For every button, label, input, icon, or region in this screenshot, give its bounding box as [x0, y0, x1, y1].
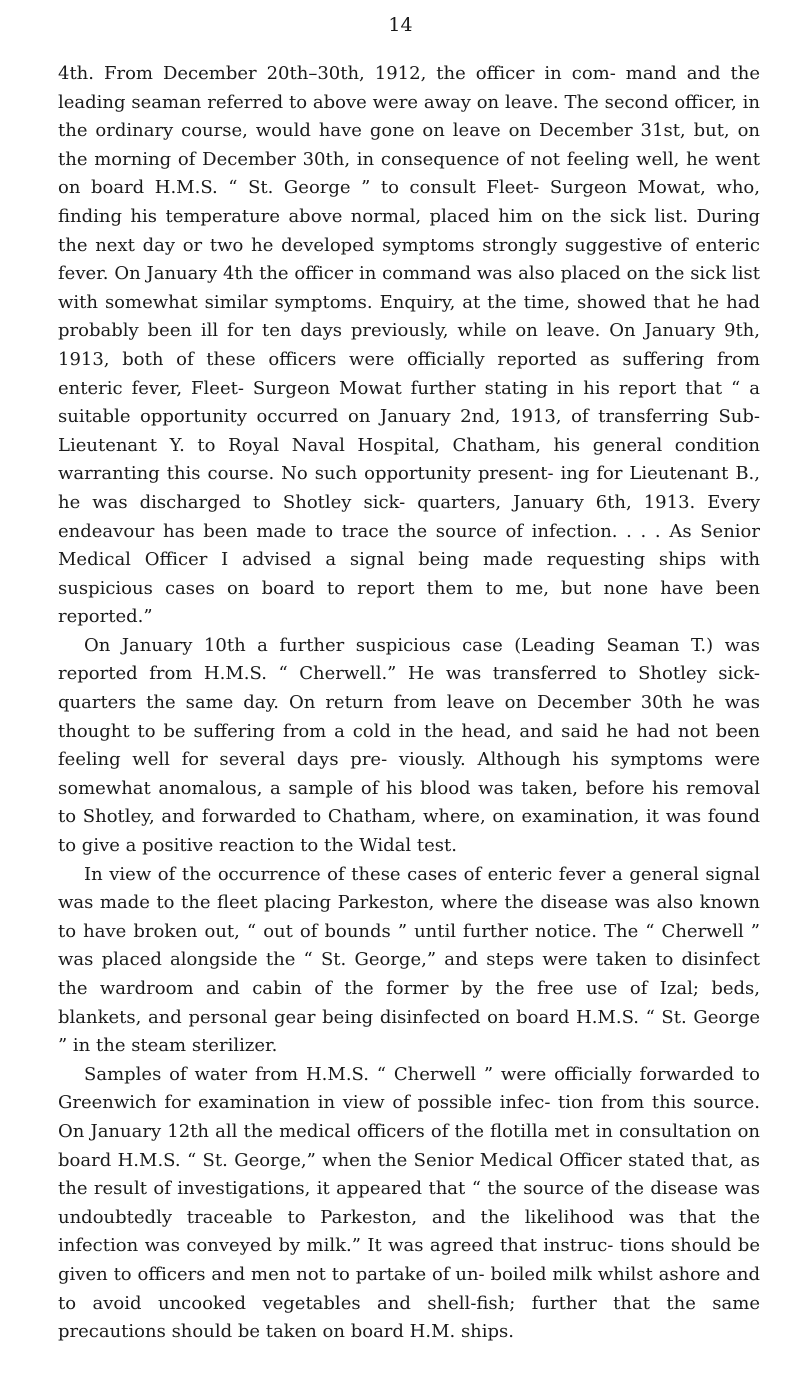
paragraph: 4th. From December 20th–30th, 1912, the officer in com- mand and the leading seaman referred to above were away on leave. The second officer, in the ordinary course, would have gone on leave on December 31st, but, on the morning of December 30th, in consequence of not feeling well, he went on board H.M.S. “ St. George ” to consult Fleet- Surgeon Mowat, who, finding his temperature above normal, placed him on the sick list. During the next day or two he developed symptoms strongly suggestive of enteric fever. On January 4th the officer in command was also placed on the sick list with somewhat similar symptoms. Enquiry, at the time, showed that he had probably been ill for ten days previously, while on leave. On January 9th, 1913, both of these officers were officially reported as suffering from enteric fever, Fleet- Surgeon Mowat further stating in his report that “ a suitable opportunity occurred on January 2nd, 1913, of transferring Sub- Lieutenant Y. to Royal Naval Hospital, Chatham, his general condition warranting this course. No such opportunity present- ing for Lieutenant B., he was discharged to Shotley sick- quarters, January 6th, 1913. Every endeavour has been made to trace the source of infection. . . . As Senior Medical Officer I advised a signal being made requesting ships with suspicious cases on board to report them to me, but none have been reported.”: [58, 63, 760, 628]
paragraph: In view of the occurrence of these cases of enteric fever a general signal was made to the fleet placing Parkeston, where the disease was also known to have broken out, “ out of bounds ” until further notice. The “ Cherwell ” was placed alongside the “ St. George,” and steps were taken to disinfect the wardroom and cabin of the former by the free use of Izal; beds, blankets, and personal gear being disinfected on board H.M.S. “ St. George ” in the steam sterilizer.: [58, 863, 760, 1057]
paragraph: Samples of water from H.M.S. “ Cherwell ” were officially forwarded to Greenwich for examination in view of possible infec- tion from this source. On January 12th all the medical officers of the flotilla met in consultation on board H.M.S. “ St. George,” when the Senior Medical Officer stated that, as the result of investigations, it appeared that “ the source of the disease was undoubtedly traceable to Parkeston, and the likelihood was that the infection was conveyed by milk.” It was agreed that instruc- tions should be given to officers and men not to partake of un- boiled milk whilst ashore and to avoid uncooked vegetables and shell-fish; further that the same precautions should be taken on board H.M. ships.: [58, 1063, 760, 1343]
paragraph: On January 10th a further suspicious case (Leading Seaman T.) was reported from H.M.S. “ Cherwell.” He was transferred to Shotley sick-quarters the same day. On return from leave on December 30th he was thought to be suffering from a cold in the head, and said he had not been feeling well for several days pre- viously. Although his symptoms were somewhat anomalous, a sample of his blood was taken, before his removal to Shotley, and forwarded to Chatham, where, on examination, it was found to give a positive reaction to the Widal test.: [58, 634, 760, 857]
page-body: [58, 60, 760, 1347]
page-number: 14: [388, 14, 413, 36]
